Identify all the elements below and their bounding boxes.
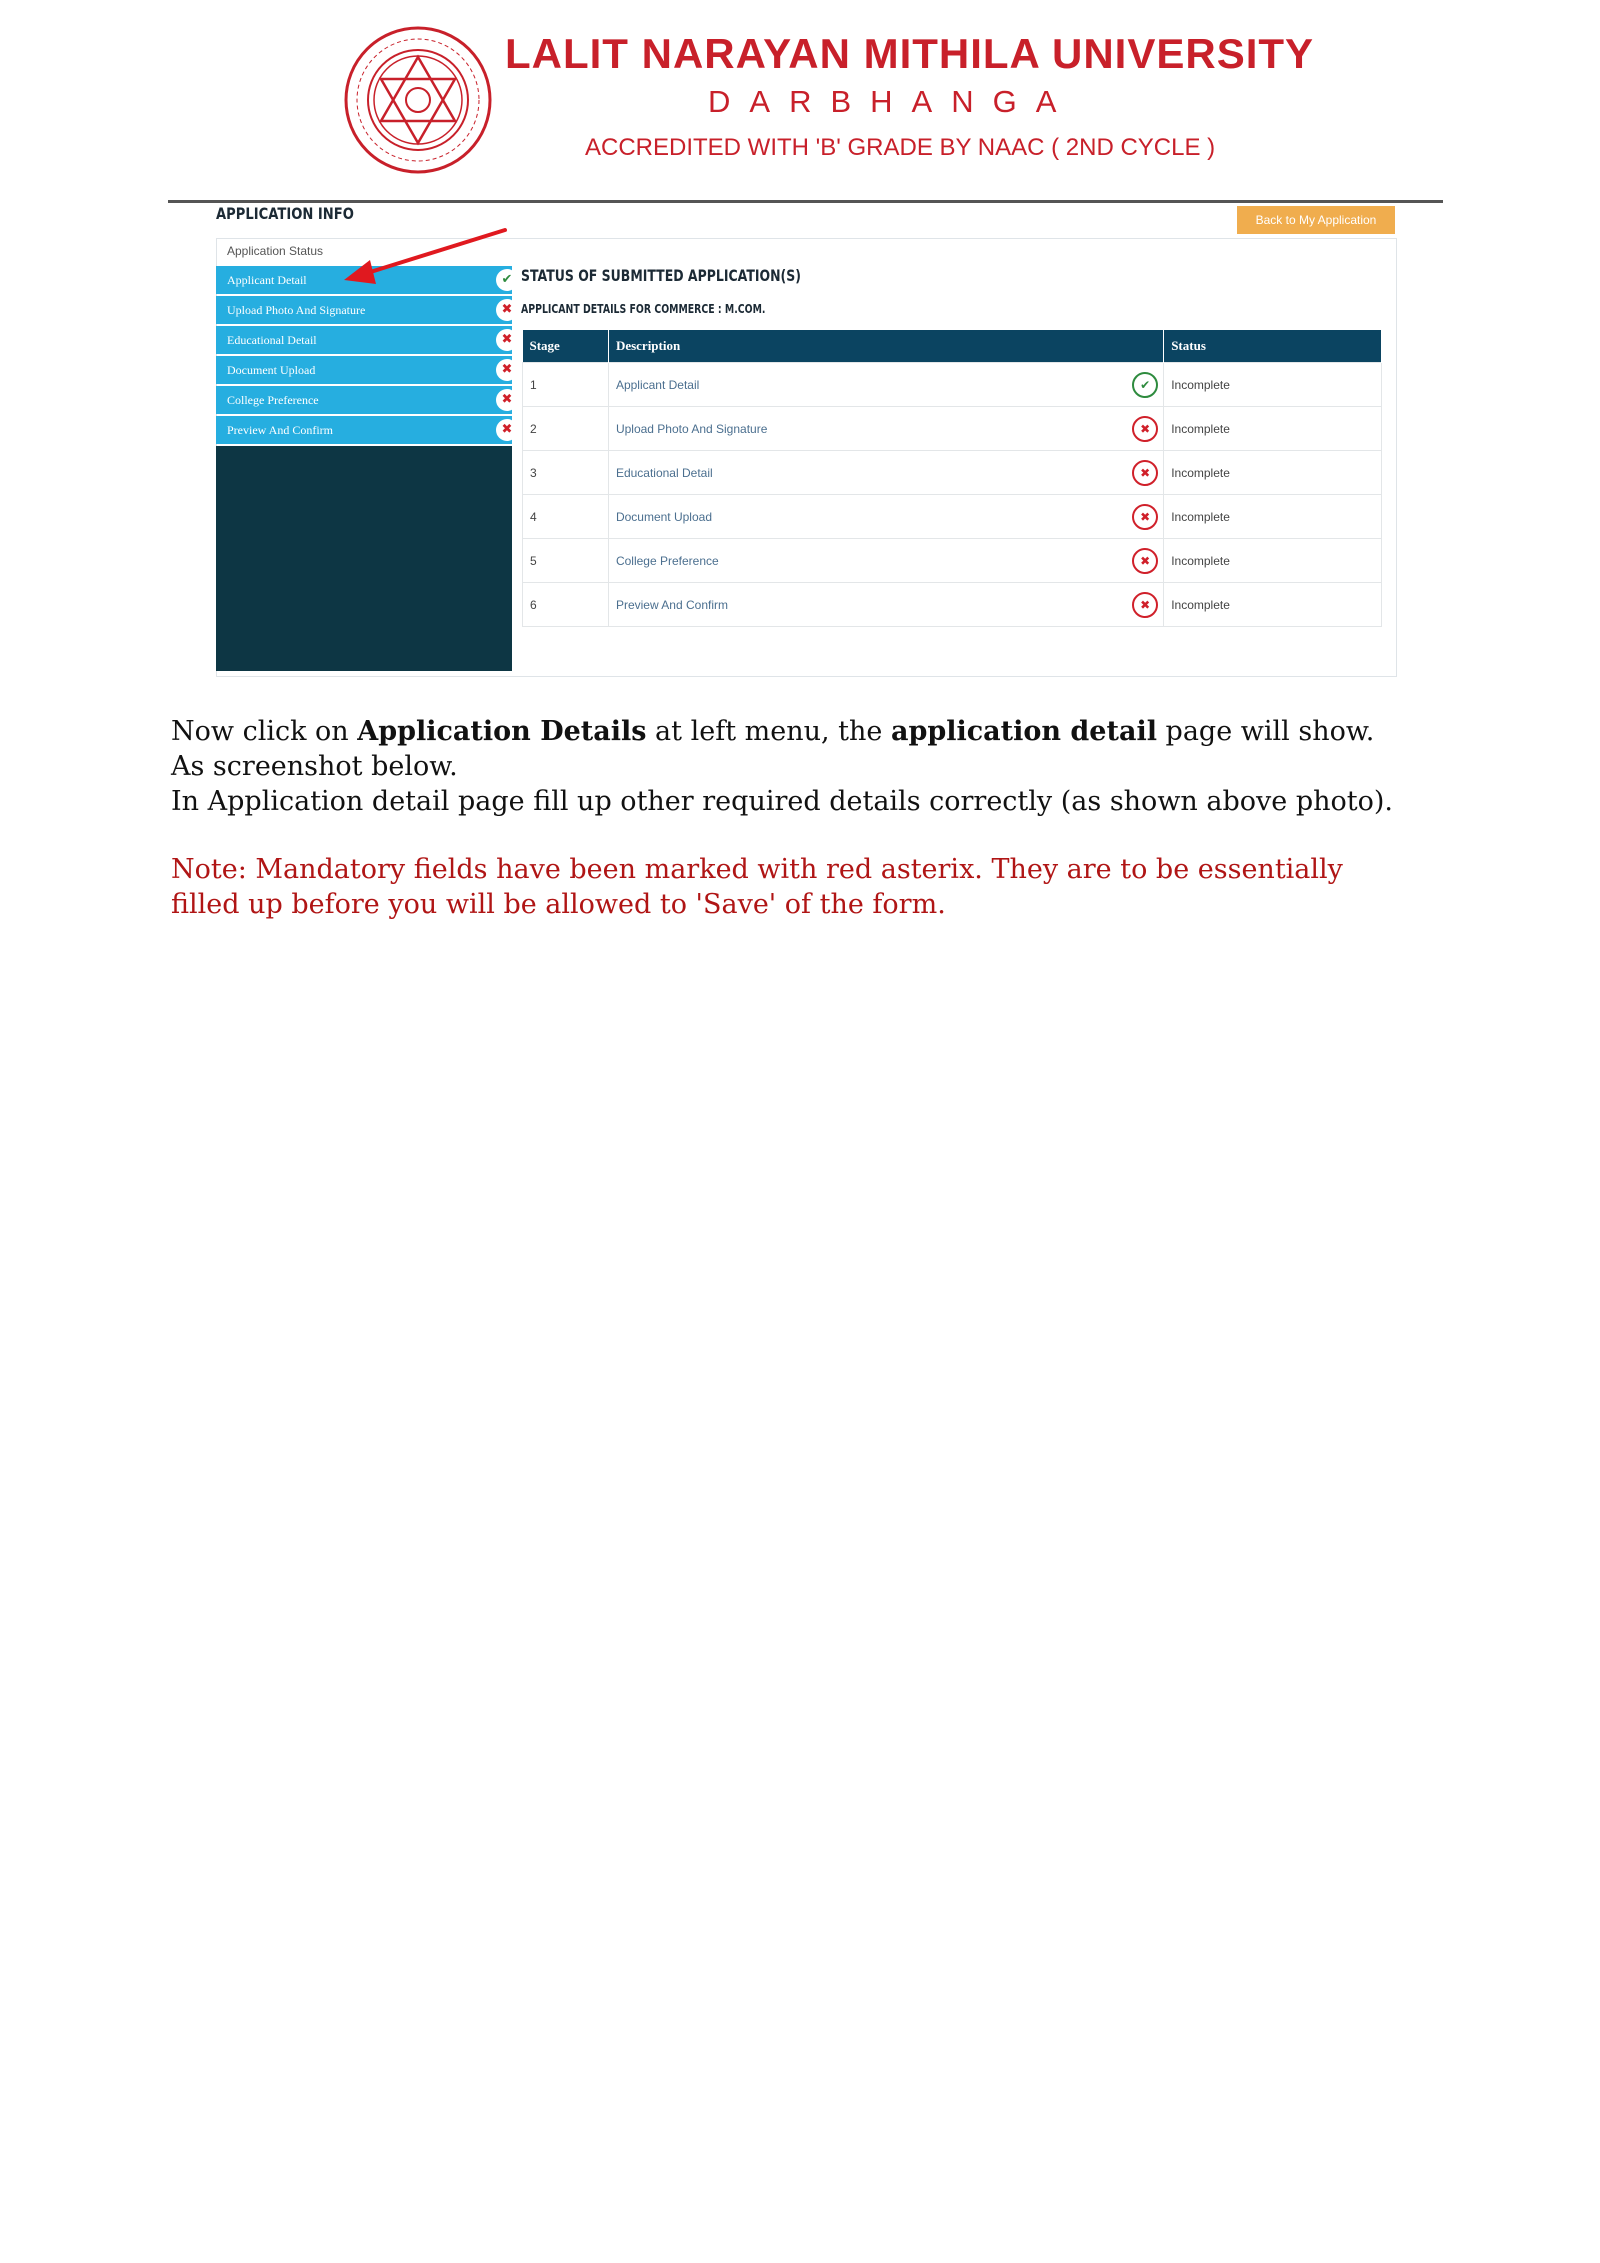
header-divider xyxy=(168,200,1443,203)
back-to-my-application-button[interactable]: Back to My Application xyxy=(1237,206,1395,234)
sidebar-item-upload-photo[interactable] xyxy=(216,296,512,324)
sidebar xyxy=(216,266,512,446)
status-cell: Incomplete xyxy=(1164,495,1382,539)
cross-icon: ✖ xyxy=(496,419,518,441)
description-cell[interactable] xyxy=(608,451,1163,495)
stage-cell: 5 xyxy=(523,539,609,583)
description-link[interactable]: Educational Detail xyxy=(615,465,713,480)
sidebar-section-label: Application Status xyxy=(227,244,324,258)
table-row xyxy=(523,583,1382,627)
table-row xyxy=(523,407,1382,451)
bold-text: application detail xyxy=(890,716,1157,747)
red-arrow-icon xyxy=(330,222,520,288)
description-link[interactable]: Applicant Detail xyxy=(615,377,700,392)
text-span: page will show. As screenshot below. xyxy=(171,716,1375,782)
status-cell: Incomplete xyxy=(1164,539,1382,583)
sidebar-item-label: Document Upload xyxy=(227,363,316,377)
mandatory-fields-note: Note: Mandatory fields have been marked with red asterix. They are to be essentially filled up before you will be allowed to 'Save' of the form. xyxy=(171,854,1343,920)
sidebar-item-college-preference[interactable] xyxy=(216,386,512,414)
page-title: APPLICATION INFO xyxy=(216,204,354,223)
cross-icon: ✖ xyxy=(496,299,518,321)
status-heading: STATUS OF SUBMITTED APPLICATION(S) xyxy=(521,266,801,285)
status-cell: Incomplete xyxy=(1164,583,1382,627)
table-header-row xyxy=(523,330,1382,363)
cross-icon: ✖ xyxy=(1132,548,1158,574)
status-cell: Incomplete xyxy=(1164,407,1382,451)
column-header: Status xyxy=(1164,330,1382,363)
text-span: at left menu, the xyxy=(646,716,891,747)
cross-icon: ✖ xyxy=(1132,460,1158,486)
sidebar-item-label: Applicant Detail xyxy=(227,273,307,287)
column-header: Description xyxy=(608,330,1163,363)
applicant-details-subheading: APPLICANT DETAILS FOR COMMERCE : M.COM. xyxy=(521,302,766,316)
description-link[interactable]: College Preference xyxy=(615,553,719,568)
cross-icon: ✖ xyxy=(1132,416,1158,442)
description-cell[interactable] xyxy=(608,407,1163,451)
sidebar-item-educational-detail[interactable] xyxy=(216,326,512,354)
cross-icon: ✖ xyxy=(496,389,518,411)
cross-icon: ✖ xyxy=(1132,504,1158,530)
sidebar-item-label: Upload Photo And Signature xyxy=(227,303,366,317)
cross-icon: ✖ xyxy=(1132,592,1158,618)
sidebar-item-label: Preview And Confirm xyxy=(227,423,333,437)
description-cell[interactable] xyxy=(608,539,1163,583)
text-span: Now click on xyxy=(171,716,358,747)
sidebar-item-preview-confirm[interactable] xyxy=(216,416,512,444)
stage-cell: 3 xyxy=(523,451,609,495)
column-header: Stage xyxy=(523,330,609,363)
description-link[interactable]: Document Upload xyxy=(615,509,712,524)
document-header xyxy=(0,0,1600,200)
description-link[interactable]: Preview And Confirm xyxy=(615,597,728,612)
table-row xyxy=(523,539,1382,583)
status-cell: Incomplete xyxy=(1164,363,1382,407)
description-cell[interactable] xyxy=(608,363,1163,407)
application-status-table xyxy=(522,330,1382,627)
description-cell[interactable] xyxy=(608,495,1163,539)
sidebar-empty-area xyxy=(216,446,512,671)
stage-cell: 4 xyxy=(523,495,609,539)
sidebar-item-label: College Preference xyxy=(227,393,319,407)
cross-icon: ✖ xyxy=(496,329,518,351)
university-city: DARBHANGA xyxy=(708,84,1076,119)
status-cell: Incomplete xyxy=(1164,451,1382,495)
instruction-paragraph-1 xyxy=(171,714,1411,784)
check-icon: ✔ xyxy=(496,269,518,291)
stage-cell: 2 xyxy=(523,407,609,451)
description-cell[interactable] xyxy=(608,583,1163,627)
university-seal-icon xyxy=(343,25,493,175)
table-row xyxy=(523,363,1382,407)
university-name: LALIT NARAYAN MITHILA UNIVERSITY xyxy=(505,30,1315,77)
instruction-paragraph-2: In Application detail page fill up other required details correctly (as shown above photo). xyxy=(171,786,1394,817)
sidebar-item-label: Educational Detail xyxy=(227,333,317,347)
table-row xyxy=(523,451,1382,495)
stage-cell: 1 xyxy=(523,363,609,407)
sidebar-item-document-upload[interactable] xyxy=(216,356,512,384)
stage-cell: 6 xyxy=(523,583,609,627)
cross-icon: ✖ xyxy=(496,359,518,381)
bold-text: Application Details xyxy=(357,716,647,747)
accreditation-line: ACCREDITED WITH 'B' GRADE BY NAAC ( 2ND CYCLE ) xyxy=(585,134,1216,161)
check-icon: ✔ xyxy=(1132,372,1158,398)
table-row xyxy=(523,495,1382,539)
description-link[interactable]: Upload Photo And Signature xyxy=(615,421,768,436)
